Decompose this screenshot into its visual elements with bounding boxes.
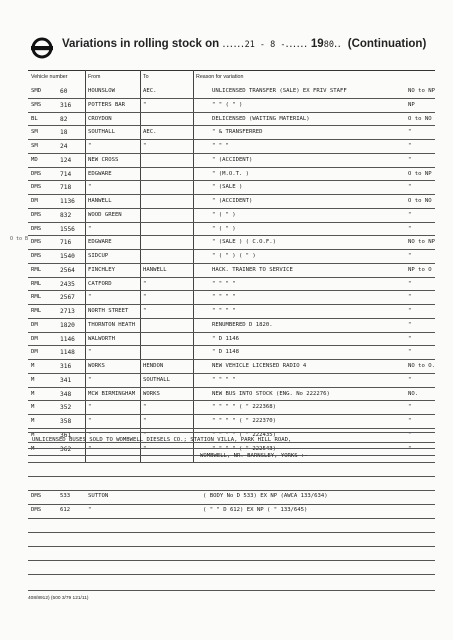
vehicle-class: MD bbox=[31, 156, 38, 163]
row-rule bbox=[28, 194, 435, 195]
row-rule bbox=[28, 290, 435, 291]
vehicle-number: 1556 bbox=[60, 225, 75, 233]
vehicle-class: DMS bbox=[31, 225, 42, 232]
vehicle-number: 716 bbox=[60, 239, 72, 247]
row-rule bbox=[28, 153, 435, 154]
row-rule bbox=[28, 428, 435, 429]
vehicle-number: 2567 bbox=[60, 294, 75, 302]
from-garage: SOUTHALL bbox=[88, 129, 115, 136]
col-from-header: From bbox=[88, 74, 101, 80]
to-garage: SOUTHALL bbox=[143, 376, 170, 383]
variation-reason: " ( " ) bbox=[212, 225, 236, 232]
status-change: " bbox=[408, 335, 412, 342]
vehicle-class: RML bbox=[31, 294, 42, 301]
from-garage: THORNTON HEATH bbox=[88, 321, 136, 328]
vehicle-number: 24 bbox=[60, 143, 68, 150]
status-change: " bbox=[408, 253, 412, 259]
from-garage: WOOD GREEN bbox=[88, 211, 122, 218]
row-rule bbox=[28, 432, 435, 433]
to-garage: " bbox=[143, 143, 147, 149]
vehicle-number: 316 bbox=[60, 363, 72, 370]
status-change: " bbox=[408, 445, 412, 452]
vehicle-class: DMS bbox=[31, 211, 42, 218]
margin-note: O to B bbox=[10, 236, 29, 242]
from-garage: " bbox=[88, 445, 92, 452]
status-change: NO to NP bbox=[408, 88, 435, 94]
from-garage: " bbox=[88, 431, 92, 438]
page-title: Variations in rolling stock on ......21 - 8 -...... 1980.. (Continuation) bbox=[62, 38, 427, 50]
sale-details: ( BODY No D 533) EX NP (AWCA 133/634) bbox=[203, 493, 328, 499]
to-garage: HANWELL bbox=[143, 266, 167, 273]
vehicle-class: SM bbox=[31, 129, 38, 136]
variation-reason: " " " " ( " 222435) bbox=[212, 431, 276, 438]
vehicle-class: RML bbox=[31, 308, 42, 314]
from-garage: CATFORD bbox=[88, 280, 112, 287]
row-rule bbox=[28, 318, 435, 319]
status-change: " bbox=[408, 129, 412, 136]
status-change: " bbox=[408, 418, 412, 424]
status-change: O to NO bbox=[408, 115, 432, 122]
vehicle-number: 60 bbox=[60, 88, 68, 95]
variation-reason: " " ( " ) bbox=[212, 101, 243, 108]
row-rule bbox=[28, 476, 435, 477]
sale-details: ( " " D 612) EX NP ( " 133/645) bbox=[203, 507, 308, 513]
row-rule bbox=[28, 332, 435, 333]
vehicle-class: DM bbox=[31, 321, 38, 328]
from-garage: SUTTON bbox=[88, 493, 109, 499]
variation-reason: " (ACCIDENT) bbox=[212, 198, 253, 204]
from-garage: " bbox=[88, 507, 92, 513]
variation-reason: " " " " bbox=[212, 308, 236, 314]
vehicle-number: 82 bbox=[60, 115, 68, 123]
vehicle-class: M bbox=[31, 418, 35, 424]
from-garage: EDGWARE bbox=[88, 170, 112, 177]
row-rule bbox=[28, 414, 435, 415]
vehicle-number: 358 bbox=[60, 418, 72, 425]
from-garage: WORKS bbox=[88, 363, 105, 369]
variation-reason: NEW VEHICLE LICENSED RADIO 4 bbox=[212, 363, 307, 369]
vehicle-class: DMS bbox=[31, 170, 42, 177]
row-rule bbox=[28, 345, 435, 346]
to-garage: " bbox=[143, 431, 147, 438]
variation-reason: NEW BUS INTO STOCK (ENG. No 222276) bbox=[212, 390, 330, 397]
col-reason-header: Reason for variation bbox=[196, 74, 244, 80]
from-garage: FINCHLEY bbox=[88, 266, 115, 273]
row-rule bbox=[28, 125, 435, 126]
row-rule bbox=[28, 208, 435, 209]
status-change: " bbox=[408, 308, 412, 314]
row-rule bbox=[28, 574, 435, 575]
status-change: " bbox=[408, 321, 412, 328]
vehicle-number: 341 bbox=[60, 376, 72, 384]
form-reference: 408/8912) (500 3/79 121/11) bbox=[28, 596, 89, 601]
col-to-header: To bbox=[143, 74, 149, 80]
to-garage: " bbox=[143, 280, 147, 287]
row-rule bbox=[28, 400, 435, 401]
vehicle-number: 714 bbox=[60, 170, 72, 178]
vehicle-number: 2564 bbox=[60, 266, 75, 274]
vehicle-number: 2435 bbox=[60, 280, 75, 288]
column-divider bbox=[85, 70, 86, 462]
status-change: " bbox=[408, 294, 412, 301]
vehicle-class: DMS bbox=[31, 507, 42, 513]
from-garage: HANWELL bbox=[88, 198, 112, 204]
vehicle-class: M bbox=[31, 431, 35, 438]
variation-reason: " " " " ( " 222370) bbox=[212, 418, 276, 424]
status-change: " bbox=[408, 156, 412, 163]
status-change: " bbox=[408, 184, 412, 191]
status-change: " bbox=[408, 211, 412, 218]
vehicle-number: 361 bbox=[60, 431, 72, 439]
from-garage: WALWORTH bbox=[88, 335, 115, 342]
from-garage: " bbox=[88, 376, 92, 383]
year-handwritten: 80 bbox=[323, 40, 334, 50]
from-garage: " bbox=[88, 418, 92, 424]
vehicle-class: DM bbox=[31, 198, 38, 204]
vehicle-class: SM bbox=[31, 143, 38, 149]
vehicle-number: 832 bbox=[60, 211, 72, 219]
to-garage: HENDON bbox=[143, 363, 164, 369]
london-transport-roundel-logo bbox=[30, 36, 54, 60]
row-rule bbox=[28, 373, 435, 374]
col-vehicle-header: Vehicle number bbox=[31, 74, 68, 80]
status-change: " bbox=[408, 225, 412, 232]
status-change: NO to O. bbox=[408, 363, 435, 369]
row-rule bbox=[28, 462, 435, 463]
from-garage: NORTH STREET bbox=[88, 308, 129, 314]
row-rule bbox=[28, 167, 435, 168]
row-rule bbox=[28, 277, 435, 278]
vehicle-class: DM bbox=[31, 349, 38, 356]
row-rule bbox=[28, 560, 435, 561]
variation-reason: RENUMBERED D 1820. bbox=[212, 321, 273, 328]
vehicle-number: 124 bbox=[60, 156, 72, 164]
variation-reason: HACK. TRAINER TO SERVICE bbox=[212, 266, 293, 273]
to-garage: " bbox=[143, 308, 147, 314]
variation-reason: UNLICENSED TRANSFER (SALE) EX FRIV STAFF bbox=[212, 88, 347, 94]
row-rule bbox=[28, 304, 435, 305]
status-change: NO. bbox=[408, 390, 419, 397]
row-rule bbox=[28, 504, 435, 505]
status-change: " bbox=[408, 376, 412, 383]
to-garage: " bbox=[143, 294, 147, 301]
to-garage: " bbox=[143, 445, 147, 452]
to-garage: " bbox=[143, 404, 147, 411]
row-rule bbox=[28, 387, 435, 388]
vehicle-number: 1146 bbox=[60, 335, 75, 343]
variation-reason: " ( " ) ( " ) bbox=[212, 253, 256, 259]
bottom-line-1: UNLICENSED BUSES SOLD TO WOMBWELL DIESELS CO.; STATION VILLA, PARK HILL ROAD, bbox=[32, 437, 292, 443]
vehicle-number: 1136 bbox=[60, 198, 75, 205]
status-change: " bbox=[408, 404, 412, 411]
table-header bbox=[28, 70, 435, 84]
status-change: NO to NP bbox=[408, 239, 435, 246]
from-garage: HOUNSLOW bbox=[88, 88, 115, 94]
status-change: " bbox=[408, 143, 412, 149]
row-rule bbox=[28, 98, 435, 99]
row-rule bbox=[28, 546, 435, 547]
vehicle-class: BL bbox=[31, 115, 38, 122]
from-garage: EDGWARE bbox=[88, 239, 112, 246]
vehicle-class: DMS bbox=[31, 239, 42, 246]
vehicle-class: DMS bbox=[31, 184, 42, 191]
variation-reason: " " " bbox=[212, 143, 229, 149]
vehicle-number: 348 bbox=[60, 390, 72, 398]
row-rule bbox=[28, 180, 435, 181]
row-rule bbox=[28, 139, 435, 140]
variation-reason: " & TRANSFERRED bbox=[212, 129, 263, 136]
row-rule bbox=[28, 532, 435, 533]
row-rule bbox=[28, 490, 435, 491]
bottom-line-2: WOMBWELL, NR. BARNSLEY, YORKS :- bbox=[200, 453, 308, 459]
vehicle-number: 362 bbox=[60, 445, 72, 453]
column-divider bbox=[140, 70, 141, 462]
vehicle-class: SMS bbox=[31, 101, 42, 108]
vehicle-number: 316 bbox=[60, 101, 72, 109]
from-garage: " bbox=[88, 349, 92, 356]
vehicle-class: M bbox=[31, 390, 35, 397]
status-change: NP to O bbox=[408, 266, 432, 273]
from-garage: SIDCUP bbox=[88, 253, 109, 259]
row-rule bbox=[28, 263, 435, 264]
vehicle-number: 2713 bbox=[60, 308, 75, 315]
variation-reason: " " " " bbox=[212, 376, 236, 383]
vehicle-number: 18 bbox=[60, 129, 68, 137]
from-garage: " bbox=[88, 404, 92, 411]
variation-reason: " (SALE ) ( C.O.F.) bbox=[212, 239, 276, 246]
vehicle-number: 533 bbox=[60, 493, 71, 499]
variation-reason: " D 1146 bbox=[212, 335, 239, 342]
variation-reason: " " " " ( " 222543) bbox=[212, 445, 276, 452]
vehicle-number: 1820 bbox=[60, 321, 75, 329]
variation-reason: " (SALE ) bbox=[212, 184, 243, 191]
to-garage: WORKS bbox=[143, 390, 160, 397]
status-change: " bbox=[408, 431, 412, 438]
row-rule bbox=[28, 112, 435, 113]
continuation-label: (Continuation) bbox=[347, 38, 427, 50]
from-garage: MCW BIRMINGHAM bbox=[88, 390, 136, 397]
row-rule bbox=[28, 448, 435, 449]
vehicle-number: 352 bbox=[60, 404, 72, 412]
status-change: " bbox=[408, 349, 412, 356]
to-garage: " bbox=[143, 418, 147, 424]
row-rule bbox=[28, 222, 435, 223]
vehicle-class: DMS bbox=[31, 253, 42, 259]
variation-reason: " (M.O.T. ) bbox=[212, 170, 250, 177]
from-garage: CROYDON bbox=[88, 115, 112, 122]
date-handwritten: 21 - 8 - bbox=[244, 40, 286, 50]
from-garage: " bbox=[88, 184, 92, 191]
status-change: " bbox=[408, 280, 412, 287]
vehicle-class: RML bbox=[31, 266, 42, 273]
row-rule bbox=[28, 235, 435, 236]
vehicle-number: 612 bbox=[60, 507, 71, 513]
to-garage: " bbox=[143, 101, 147, 108]
status-change: NP bbox=[408, 101, 415, 108]
from-garage: POTTERS BAR bbox=[88, 101, 126, 108]
from-garage: " bbox=[88, 143, 92, 149]
vehicle-class: RML bbox=[31, 280, 42, 287]
variation-reason: DELICENSED (WAITING MATERIAL) bbox=[212, 115, 310, 122]
vehicle-class: SMD bbox=[31, 88, 42, 94]
vehicle-class: M bbox=[31, 376, 35, 383]
status-change: O to NO bbox=[408, 198, 432, 204]
vehicle-number: 1148 bbox=[60, 349, 75, 357]
vehicle-class: DM bbox=[31, 335, 38, 342]
vehicle-class: DMS bbox=[31, 493, 42, 499]
variation-reason: " " " " bbox=[212, 294, 236, 301]
row-rule bbox=[28, 249, 435, 250]
row-rule bbox=[28, 518, 435, 519]
column-divider bbox=[193, 70, 194, 462]
row-rule bbox=[28, 590, 435, 591]
vehicle-class: M bbox=[31, 404, 35, 411]
vehicle-class: M bbox=[31, 445, 35, 452]
variation-reason: " (ACCIDENT) bbox=[212, 156, 253, 163]
status-change: O to NP bbox=[408, 170, 432, 177]
variation-reason: " " " " bbox=[212, 280, 236, 287]
variation-reason: " ( " ) bbox=[212, 211, 236, 218]
row-rule bbox=[28, 359, 435, 360]
from-garage: " bbox=[88, 294, 92, 301]
to-garage: AEC. bbox=[143, 88, 157, 94]
from-garage: " bbox=[88, 225, 92, 232]
vehicle-number: 1540 bbox=[60, 253, 75, 260]
vehicle-number: 718 bbox=[60, 184, 72, 192]
variation-reason: " D 1148 bbox=[212, 349, 239, 356]
from-garage: NEW CROSS bbox=[88, 156, 119, 163]
vehicle-class: M bbox=[31, 363, 35, 369]
to-garage: AEC. bbox=[143, 129, 157, 136]
variation-reason: " " " " ( " 222368) bbox=[212, 404, 276, 411]
